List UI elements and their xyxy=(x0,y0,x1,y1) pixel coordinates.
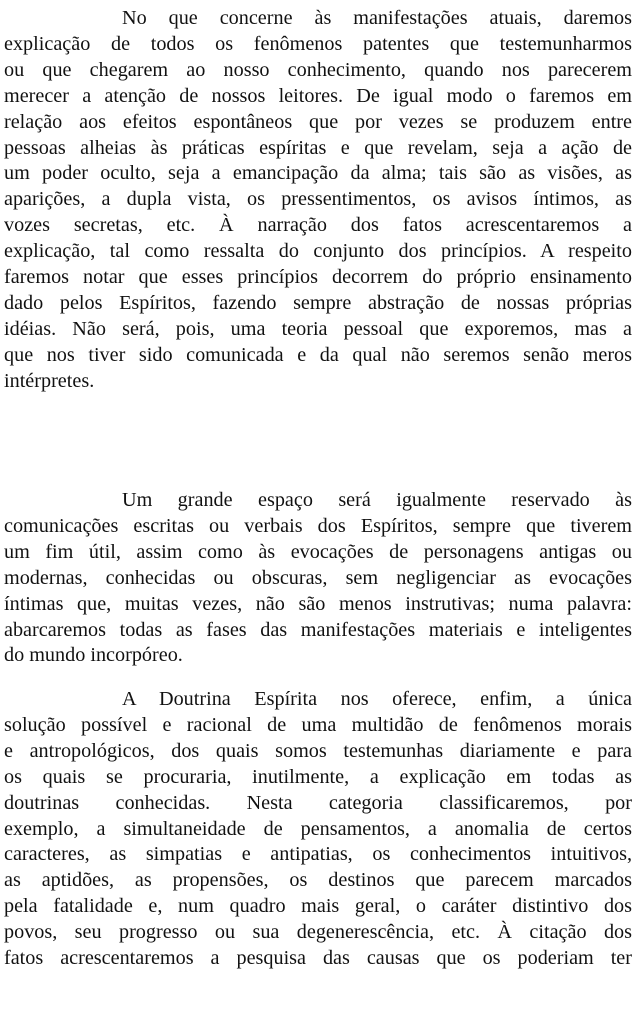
text-line: solução possível e racional de uma multidão de fenômenos morais xyxy=(4,713,632,736)
text-line: pessoas alheias às práticas espíritas e que revelam, seja a ação de xyxy=(4,136,632,159)
text-line: doutrinas conhecidas. Nesta categoria classificaremos, por xyxy=(4,791,632,814)
text-line: caracteres, as simpatias e antipatias, os conhecimentos intuitivos, xyxy=(4,843,632,866)
text-line: pela fatalidade e, num quadro mais geral, o caráter distintivo dos xyxy=(4,895,632,918)
text-line: as aptidões, as propensões, os destinos que parecem marcados xyxy=(4,869,632,892)
text-line: A Doutrina Espírita nos oferece, enfim, a única xyxy=(122,688,632,710)
text-line: merecer a atenção de nossos leitores. De igual modo o faremos em xyxy=(4,84,632,107)
text-line: íntimas que, muitas vezes, não são menos instrutivas; numa palavra: xyxy=(4,592,632,615)
text-line: exemplo, a simultaneidade de pensamentos, a anomalia de certos xyxy=(4,817,632,840)
paragraph-spirit-communications xyxy=(4,488,632,669)
paragraph-spiritist-doctrine xyxy=(4,687,632,972)
text-line: comunicações escritas ou verbais dos Espíritos, sempre que tiverem xyxy=(4,514,632,537)
text-line: povos, seu progresso ou sua degenerescência, etc. À citação dos xyxy=(4,921,632,944)
text-line: e antropológicos, dos quais somos testemunhas diariamente e para xyxy=(4,739,632,762)
text-line: do mundo incorpóreo. xyxy=(4,644,183,667)
text-line: os quais se procuraria, inutilmente, a explicação em todas as xyxy=(4,765,632,788)
text-line: modernas, conhecidas ou obscuras, sem negligenciar as evocações xyxy=(4,566,632,589)
text-line: intérpretes. xyxy=(4,369,95,392)
text-line: um fim útil, assim como às evocações de personagens antigas ou xyxy=(4,540,632,563)
text-line: explicação, tal como ressalta do conjunto dos princípios. A respeito xyxy=(4,240,632,263)
text-line: dado pelos Espíritos, fazendo sempre abstração de nossas próprias xyxy=(4,291,632,314)
text-line: vozes secretas, etc. À narração dos fatos acrescentaremos a xyxy=(4,214,632,237)
text-line: que nos tiver sido comunicada e da qual não seremos senão meros xyxy=(4,343,632,366)
text-line: aparições, a dupla vista, os pressentimentos, os avisos íntimos, as xyxy=(4,188,632,211)
text-line: Um grande espaço será igualmente reservado às xyxy=(122,489,632,511)
text-line: um poder oculto, seja a emancipação da alma; tais são as visões, as xyxy=(4,162,632,185)
text-line: fatos acrescentaremos a pesquisa das causas que os poderiam ter xyxy=(4,947,632,970)
text-line: No que concerne às manifestações atuais, daremos xyxy=(122,7,632,29)
text-line: relação aos efeitos espontâneos que por vezes se produzem entre xyxy=(4,110,632,133)
text-line: abarcaremos todas as fases das manifestações materiais e inteligentes xyxy=(4,618,632,641)
paragraph-current-manifestations xyxy=(4,6,632,395)
text-line: explicação de todos os fenômenos patentes que testemunharmos xyxy=(4,32,632,55)
text-line: idéias. Não será, pois, uma teoria pessoal que exporemos, mas a xyxy=(4,317,632,340)
text-line: ou que chegarem ao nosso conhecimento, quando nos parecerem xyxy=(4,58,632,81)
text-line: faremos notar que esses princípios decorrem do próprio ensinamento xyxy=(4,266,632,289)
